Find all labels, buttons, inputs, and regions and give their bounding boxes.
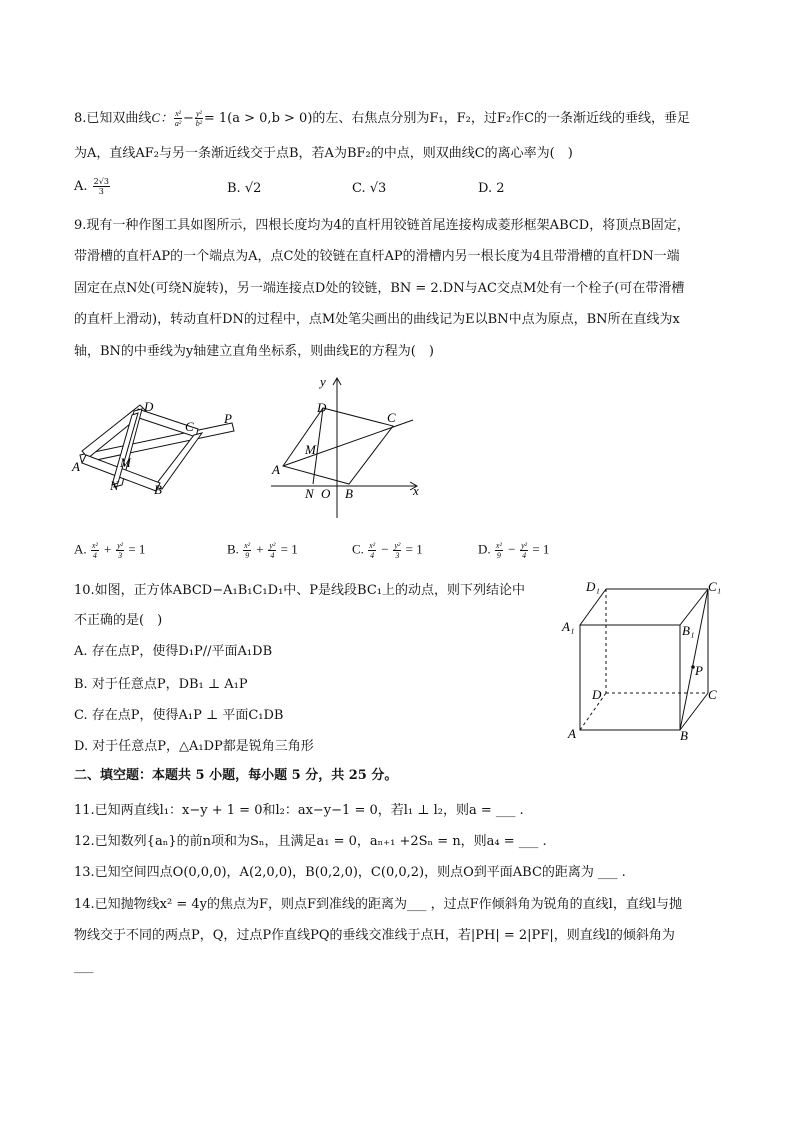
q14-line2: 物线交于不同的两点P，Q，过点P作直线PQ的垂线交准线于点H，若|PH| = 2|PF|，则直线l的倾斜角为	[74, 928, 675, 943]
q10-option-b[interactable]: B. 对于任意点P，DB₁ ⊥ A₁P	[74, 677, 248, 692]
fig1-label-d: D	[144, 399, 154, 414]
q10-cube-figure	[558, 575, 728, 745]
q10-line1: 10.如图，正方体ABCD−A₁B₁C₁D₁中、P是线段BC₁上的动点，则下列结论中	[74, 583, 525, 598]
q8-option-d[interactable]: D. 2	[478, 181, 505, 196]
q14-line3: ___	[74, 959, 94, 974]
q10-option-a[interactable]: A. 存在点P，使得D₁P//平面A₁DB	[74, 644, 273, 659]
cube-label-b1: B₁	[682, 623, 695, 638]
q9-line5: 轴，BN的中垂线为y轴建立直角坐标系，则曲线E的方程为( )	[74, 344, 434, 359]
q8-line2: 为A，直线AF₂与另一条渐近线交于点B，若A为BF₂的中点，则双曲线C的离心率为( )	[74, 146, 573, 161]
fig2-label-d: D	[317, 400, 327, 415]
q8-curve-name: C：	[151, 110, 174, 125]
q9-option-a[interactable]: A. $\frac{\text{x²}}{4}$ + $\frac{\text{y²}}{3}$ = 1	[74, 541, 146, 560]
q8-option-c[interactable]: C. √3	[352, 181, 387, 196]
q13: 13.已知空间四点O(0,0,0)，A(2,0,0)，B(0,2,0)，C(0,0,2)，则点O到平面ABC的距离为 ___ .	[74, 865, 626, 880]
q9-option-c[interactable]: C. $\frac{\text{x²}}{4}$ − $\frac{\text{y²}}{3}$ = 1	[352, 541, 423, 560]
q8-line1: 8.已知双曲线C： $\frac{\text{x²}}{\text{a²}}$ − $\frac{\text{y²}}{\text{b²}}$ = 1(a > 0,b > 0)的左、右焦点分别为F₁，F₂，过F₂作C的一条渐近线的垂线，垂足	[74, 109, 691, 128]
fig2-label-n: N	[305, 486, 314, 501]
q9-option-b[interactable]: B. $\frac{\text{x²}}{9}$ + $\frac{\text{y²}}{4}$ = 1	[227, 541, 298, 560]
fig2-label-o: O	[321, 486, 331, 501]
fig2-label-c: C	[387, 410, 396, 425]
q9-figure-tool	[70, 395, 245, 500]
cube-label-c1: C₁	[708, 579, 722, 594]
fig2-label-m: M	[305, 442, 316, 457]
fig1-label-c: C	[185, 419, 194, 434]
q8-prefix: 8.已知双曲线	[74, 111, 152, 126]
cube-label-b: B	[680, 728, 688, 743]
fig1-label-n: N	[110, 478, 119, 493]
cube-label-d1: D₁	[586, 579, 600, 594]
q9-line1: 9.现有一种作图工具如图所示，四根长度均为4的直杆用铰链首尾连接构成菱形框架ABCD，将顶点B固定，	[74, 218, 690, 233]
cube-label-p: P	[695, 663, 703, 678]
q14-line1: 14.已知抛物线x² = 4y的焦点为F，则点F到准线的距离为___ ，过点F作倾斜角为锐角的直线l，直线l与抛	[74, 897, 682, 912]
q12: 12.已知数列{aₙ}的前n项和为Sₙ，且满足a₁ = 0，aₙ₊₁ +2Sₙ = n，则a₄ = ___ .	[74, 834, 547, 849]
q8-option-a-frac: $\frac{2√3}{3}$	[93, 177, 109, 196]
q10-option-c[interactable]: C. 存在点P，使得A₁P ⊥ 平面C₁DB	[74, 708, 284, 723]
section-2-heading: 二、填空题：本题共 5 小题，每小题 5 分，共 25 分。	[74, 768, 398, 783]
q9-line2: 带滑槽的直杆AP的一个端点为A，点C处的铰链在直杆AP的滑槽内另一根长度为4且带滑槽的直杆DN一端	[74, 249, 680, 264]
fig1-label-m: M	[120, 455, 131, 470]
q8-option-a[interactable]: A. $\frac{2√3}{3}$	[74, 177, 109, 196]
fig2-label-b: B	[345, 486, 353, 501]
fig2-label-a: A	[272, 462, 280, 477]
fig2-label-y: y	[320, 374, 326, 389]
q8-option-b[interactable]: B. √2	[227, 181, 262, 196]
fig1-label-a: A	[72, 459, 80, 474]
q11: 11.已知两直线l₁：x−y + 1 = 0和l₂：ax−y−1 = 0，若l₁ ⊥ l₂，则a = ___ .	[74, 803, 524, 818]
q9-line3: 固定在点N处(可绕N旋转)，另一端连接点D处的铰链，BN = 2.DN与AC交点M处有一个栓子(可在带滑槽	[74, 281, 685, 296]
cube-label-c: C	[708, 687, 717, 702]
q10-option-d[interactable]: D. 对于任意点P，△A₁DP都是锐角三角形	[74, 739, 314, 754]
q9-figure-coords	[265, 370, 430, 520]
fig1-label-p: P	[224, 411, 232, 426]
q8-frac-y: $\frac{\text{y²}}{\text{b²}}$	[195, 109, 203, 128]
cube-label-a: A	[568, 726, 576, 741]
cube-label-d: D	[592, 687, 602, 702]
cube-label-a1: A₁	[562, 619, 575, 634]
q8-frac-x: $\frac{\text{x²}}{\text{a²}}$	[174, 109, 182, 128]
q9-line4: 的直杆上滑动)，转动直杆DN的过程中，点M处笔尖画出的曲线记为E以BN中点为原点，BN所在直线为x	[74, 312, 680, 327]
q10-line2: 不正确的是( )	[74, 613, 163, 628]
q8-line1-rest: = 1(a > 0,b > 0)的左、右焦点分别为F₁，F₂，过F₂作C的一条渐近线的垂线，垂足	[203, 111, 691, 126]
fig2-label-x: x	[413, 483, 419, 498]
fig1-label-b: B	[154, 482, 162, 497]
q9-option-d[interactable]: D. $\frac{\text{x²}}{9}$ − $\frac{\text{y²}}{4}$ = 1	[478, 541, 550, 560]
